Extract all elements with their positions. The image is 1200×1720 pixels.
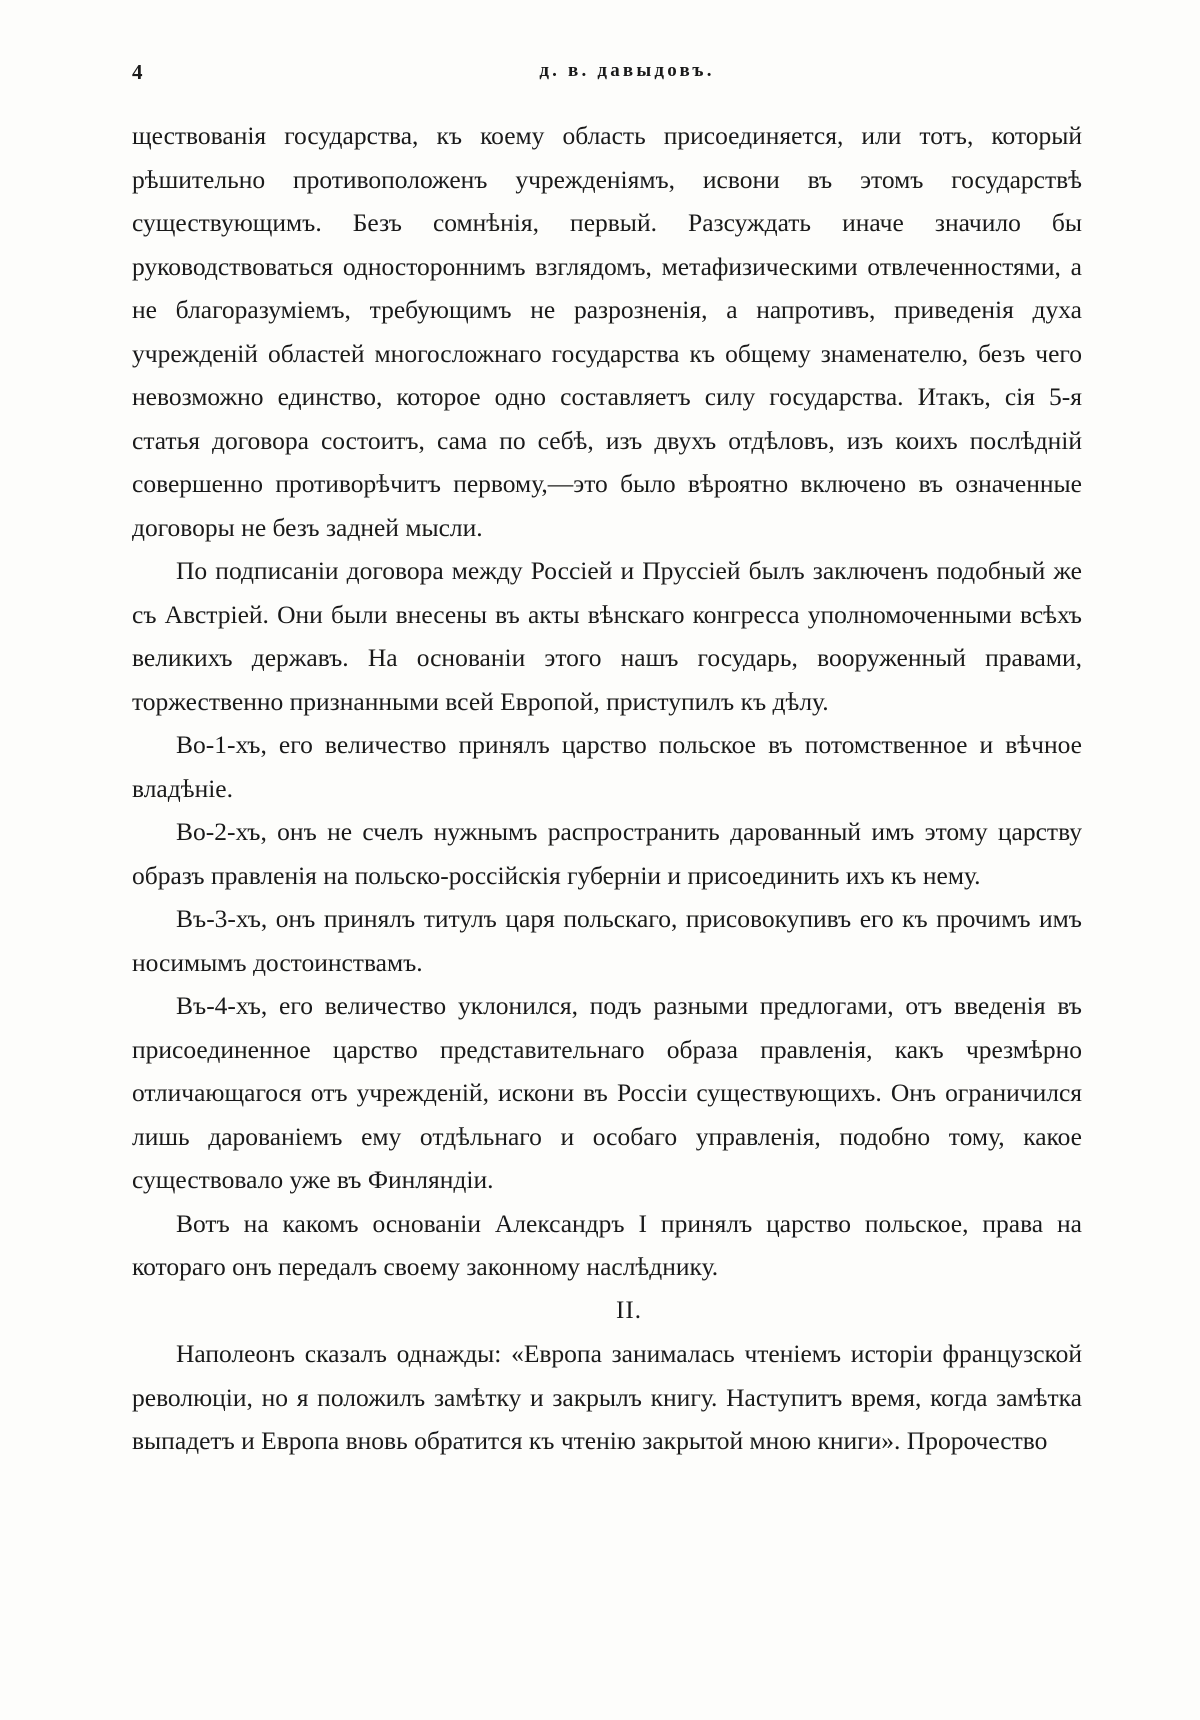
paragraph: Въ-4-хъ, его величество уклонился, подъ разными предлогами, отъ введенія въ присоединенное царство представительнаго образа правленія, какъ чрезмѣрно отличающагося отъ учрежденій, искони въ Россіи существующихъ. Онъ ограничился лишь дарованіемъ ему отдѣльнаго и особаго управленія, подобно тому, какое существовало уже въ Финляндіи.: [132, 991, 1082, 1194]
running-title: д. в. давыдовъ.: [539, 60, 715, 81]
paragraph: Во-1-хъ, его величество принялъ царство польское въ потомственное и вѣчное владѣніе.: [132, 730, 1082, 803]
paragraph: Наполеонъ сказалъ однажды: «Европа занималась чтеніемъ исторіи французской революціи, но я положилъ замѣтку и закрылъ книгу. Наступитъ время, когда замѣтка выпадетъ и Европа вновь обратится къ чтенію закрытой мною книги». Пророчество: [132, 1339, 1082, 1455]
page-body: [132, 114, 1082, 1463]
paragraph: Во-2-хъ, онъ не счелъ нужнымъ распространить дарованный имъ этому царству образъ правленія на польско-россійскія губерніи и присоединить ихъ къ нему.: [132, 817, 1082, 890]
paragraph: Вотъ на какомъ основаніи Александръ I принялъ царство польское, права на котораго онъ передалъ своему законному наслѣднику.: [132, 1208, 1082, 1281]
page-header: [132, 52, 1082, 96]
paragraph: ществованія государства, къ коему область присоединяется, или тотъ, который рѣшительно противоположенъ учрежденіямъ, исвони въ этомъ государствѣ существующимъ. Безъ сомнѣнія, первый. Разсуждать иначе значило бы руководствоваться одностороннимъ взглядомъ, метафизическими отвлеченностями, а не благоразуміемъ, требующимъ не разрозненія, а напротивъ, приведенія духа учрежденій областей многосложнаго государства къ общему знаменателю, безъ чего невозможно единство, которое одно составляетъ силу государства. Итакъ, сія 5-я статья договора состоитъ, сама по себѣ, изъ двухъ отдѣловъ, изъ коихъ послѣдній совершенно противорѣчитъ первому,—это было вѣроятно включено въ означенные договоры не безъ задней мысли.: [132, 121, 1082, 542]
section-number: II.: [616, 1296, 642, 1324]
paragraph: Въ-3-хъ, онъ принялъ титулъ царя польскаго, присовокупивъ его къ прочимъ имъ носимымъ достоинствамъ.: [132, 904, 1082, 977]
page-number: 4: [132, 60, 143, 84]
paragraph: По подписаніи договора между Россіей и Пруссіей былъ заключенъ подобный же съ Австріей. Они были внесены въ акты вѣнскаго конгресса уполномоченными всѣхъ великихъ державъ. На основаніи этого нашъ государь, вооруженный правами, торжественно признанными всей Европой, приступилъ къ дѣлу.: [132, 556, 1082, 716]
